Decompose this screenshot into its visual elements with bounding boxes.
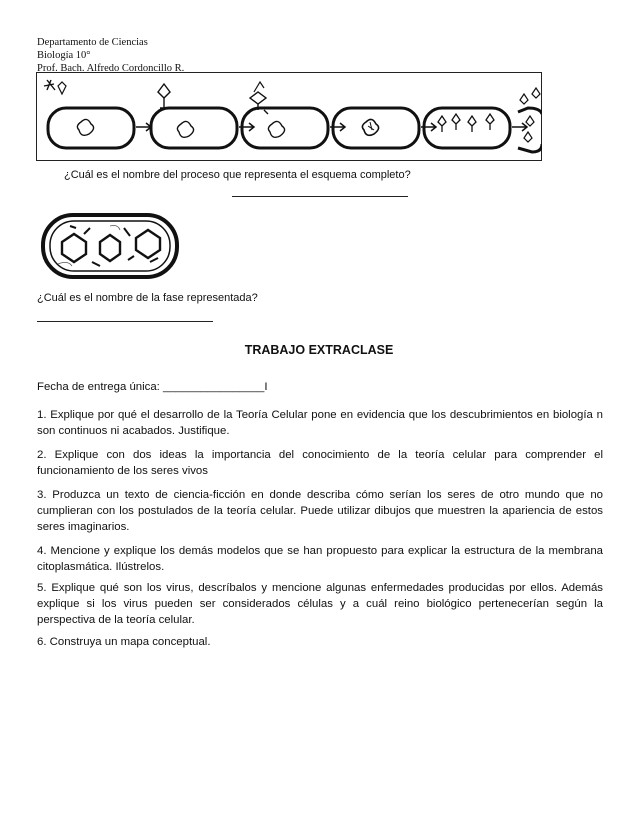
assignment-item-1: 1. Explique por qué el desarrollo de la Teoría Celular pone en evidencia que los descubrimientos en biología n son continuos ni acabados. Justifique. (37, 409, 603, 437)
question-1: ¿Cuál es el nombre del proceso que representa el esquema completo? (64, 169, 411, 181)
assignment-item-2: 2. Explique con dos ideas la importancia del conocimiento de la teoría celular para comprender el funcionamiento de los seres vivos (37, 449, 603, 477)
cell-stage-1 (44, 80, 134, 148)
due-date-label: Fecha de entrega única: ________________I (37, 381, 268, 393)
cell-stage-4 (333, 108, 419, 148)
assignment-item-3: 3. Produzca un texto de ciencia-ficción en donde describa cómo serían los seres de otro mundo que no cumplieran con los postulados de la teoría celular. Puede utilizar dibujos que muestren la apariencia de estos seres imaginarios. (37, 489, 603, 533)
assignment-item-4: 4. Mencione y explique los demás modelos que se han propuesto para explicar la estructura de la membrana citoplasmática. Ilústrelos. (37, 545, 603, 573)
cell-stage-2 (151, 84, 237, 148)
question-2: ¿Cuál es el nombre de la fase representada? (37, 292, 258, 304)
course-label: Biología 10° (37, 50, 91, 61)
cell-stage-3 (242, 82, 328, 148)
assignment-title: TRABAJO EXTRACLASE (244, 343, 394, 357)
assignment-item-5: 5. Explique qué son los virus, descríbalos y mencione algunas enfermedades producidas por ellos. Además explique si los virus pueden ser considerados células y a cuál reino biológico pertenecerían según la perspectiva de la teoría celular. (37, 582, 603, 626)
cell-stage-5 (424, 108, 510, 148)
answer-line-2[interactable] (37, 321, 213, 322)
department-label: Departamento de Ciencias (37, 37, 148, 48)
assignment-item-6: 6. Construya un mapa conceptual. (37, 636, 211, 648)
answer-line-1[interactable] (232, 196, 408, 197)
cell-stage-6 (518, 88, 542, 152)
viral-cycle-diagram (36, 72, 542, 162)
cell-phase-diagram (40, 212, 180, 280)
teacher-label: Prof. Bach. Alfredo Cordoncillo R. (37, 63, 185, 74)
